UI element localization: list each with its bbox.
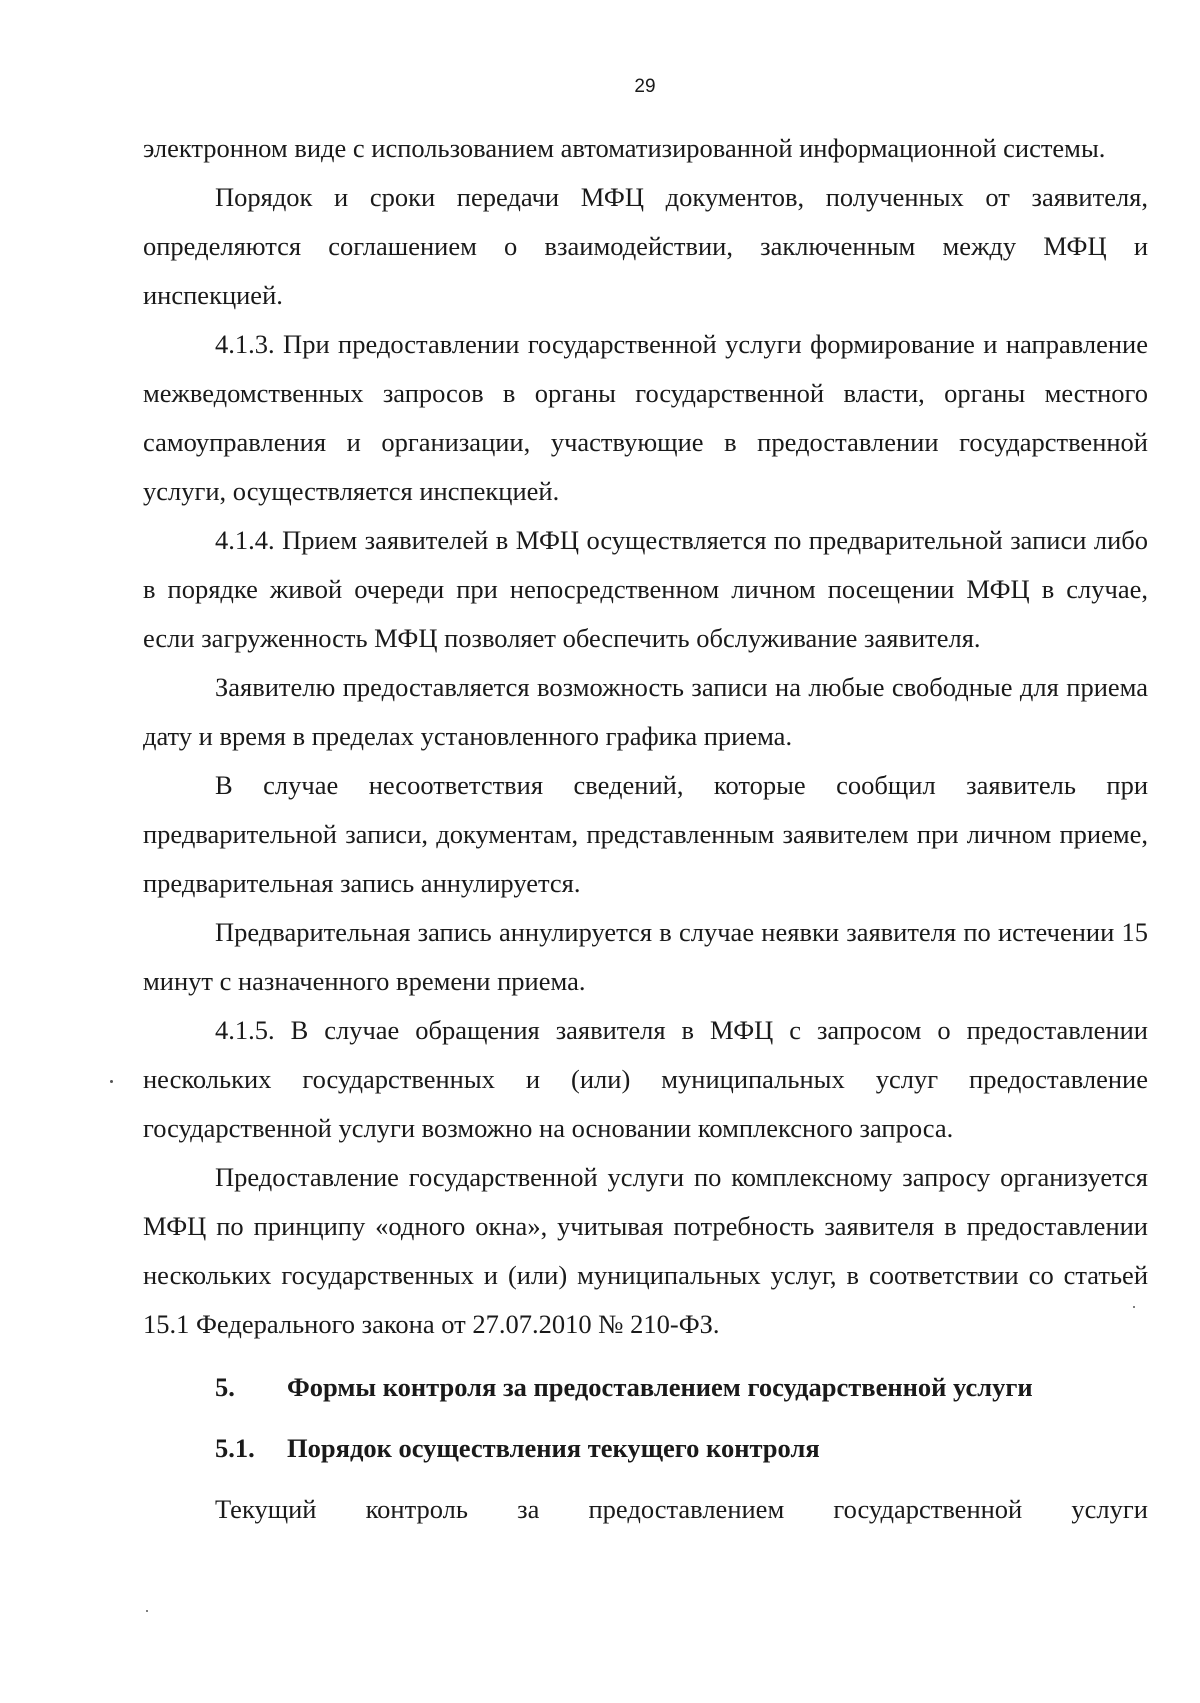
- word: государственной: [833, 1494, 1023, 1524]
- word: за: [517, 1494, 540, 1524]
- document-body: [143, 124, 1148, 1534]
- paragraph-9: Предоставление государственной услуги по комплексному запросу организуется МФЦ по принципу «одного окна», учитывая потребность заявителя в предоставлении нескольких государственных и (или) муниципальных услуг, в соответствии со статьей 15.1 Федерального закона от 27.07.2010 № 210-ФЗ.: [143, 1162, 1148, 1339]
- page-number: 29: [634, 76, 656, 97]
- paragraph-6: В случае несоответствия сведений, которые сообщил заявитель при предварительной записи, документам, представленным заявителем при личном приеме, предварительная запись аннулируется.: [143, 770, 1148, 898]
- word: предоставлением: [588, 1494, 785, 1524]
- paragraph-4-1-3: 4.1.3. При предоставлении государственной услуги формирование и направление межведомственных запросов в органы государственной власти, органы местного самоуправления и организации, участвующие в предоставлении государственной услуги, осуществляется инспекцией.: [143, 329, 1148, 506]
- section-5-1-title: Порядок осуществления текущего контроля: [287, 1433, 820, 1463]
- word: Текущий: [215, 1494, 317, 1524]
- section-5-1-number: 5.1.: [215, 1433, 255, 1463]
- scan-speck: [1133, 1306, 1135, 1308]
- paragraph-7: Предварительная запись аннулируется в случае неявки заявителя по истечении 15 минут с назначенного времени приема.: [143, 917, 1148, 996]
- word: контроль: [365, 1494, 468, 1524]
- section-5-1-heading: [143, 1424, 1148, 1473]
- paragraph-current-control: [143, 1485, 1148, 1534]
- paragraph-1: электронном виде с использованием автоматизированной информационной системы.: [143, 133, 1106, 163]
- paragraph-4-1-5: 4.1.5. В случае обращения заявителя в МФЦ с запросом о предоставлении нескольких государственных и (или) муниципальных услуг предоставление государственной услуги возможно на основании комплексного запроса.: [143, 1015, 1148, 1143]
- paragraph-5: Заявителю предоставляется возможность записи на любые свободные для приема дату и время в пределах установленного графика приема.: [143, 672, 1148, 751]
- section-5-heading: [143, 1363, 1148, 1412]
- paragraph-4-1-4: 4.1.4. Прием заявителей в МФЦ осуществляется по предварительной записи либо в порядке живой очереди при непосредственном личном посещении МФЦ в случае, если загруженность МФЦ позволяет обеспечить обслуживание заявителя.: [143, 525, 1148, 653]
- word: услуги: [1071, 1494, 1148, 1524]
- paragraph-2: Порядок и сроки передачи МФЦ документов, полученных от заявителя, определяются соглашением о взаимодействии, заключенным между МФЦ и инспекцией.: [143, 182, 1148, 310]
- scan-speck: [146, 1610, 148, 1612]
- scan-speck: [110, 1080, 113, 1083]
- section-5-title: Формы контроля за предоставлением государственной услуги: [287, 1372, 1033, 1402]
- section-5-number: 5.: [215, 1372, 235, 1402]
